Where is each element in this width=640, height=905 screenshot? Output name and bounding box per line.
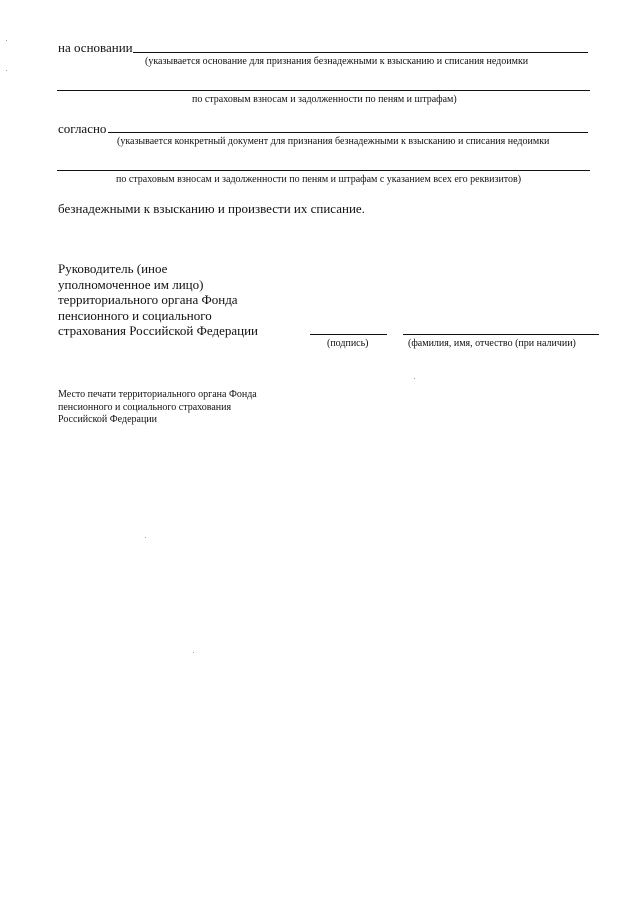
signature-caption: (подпись) bbox=[327, 338, 369, 349]
according-fill-line-2 bbox=[57, 170, 590, 171]
name-caption: (фамилия, имя, отчество (при наличии) bbox=[408, 338, 576, 349]
scan-speck bbox=[414, 378, 415, 379]
according-hint-line-1: (указывается конкретный документ для признания безнадежными к взысканию и списания недоимки bbox=[117, 136, 550, 147]
signatory-block bbox=[58, 261, 258, 339]
scan-speck bbox=[193, 652, 194, 653]
basis-hint-line-1: (указывается основание для признания безнадежными к взысканию и списания недоимки bbox=[145, 56, 529, 67]
scan-speck bbox=[6, 40, 7, 41]
name-line bbox=[403, 334, 599, 335]
signatory-line: страхования Российской Федерации bbox=[58, 323, 258, 338]
according-label: согласно bbox=[58, 121, 107, 136]
basis-label: на основании bbox=[58, 40, 133, 55]
basis-fill-line-2 bbox=[57, 90, 590, 91]
signatory-line: пенсионного и социального bbox=[58, 307, 212, 323]
scan-speck bbox=[145, 537, 146, 538]
stamp-block bbox=[58, 389, 257, 427]
stamp-line: пенсионного и социального страхования bbox=[58, 401, 232, 413]
signature-line bbox=[310, 334, 387, 335]
basis-fill-line-1 bbox=[133, 52, 588, 53]
basis-hint-line-2: по страховым взносам и задолженности по пеням и штрафам) bbox=[192, 94, 457, 105]
conclusion-text: безнадежными к взысканию и произвести их списание. bbox=[58, 201, 365, 216]
signatory-line: Руководитель (иное bbox=[58, 261, 168, 276]
signatory-line: уполномоченное им лицо) bbox=[58, 276, 204, 292]
according-fill-line-1 bbox=[108, 132, 588, 133]
according-hint-line-2: по страховым взносам и задолженности по пеням и штрафам с указанием всех его реквизитов) bbox=[116, 174, 522, 185]
stamp-line: Российской Федерации bbox=[58, 414, 158, 425]
scan-speck bbox=[6, 70, 7, 71]
signatory-line: территориального органа Фонда bbox=[58, 292, 238, 307]
stamp-line: Место печати территориального органа Фонда bbox=[58, 389, 257, 400]
